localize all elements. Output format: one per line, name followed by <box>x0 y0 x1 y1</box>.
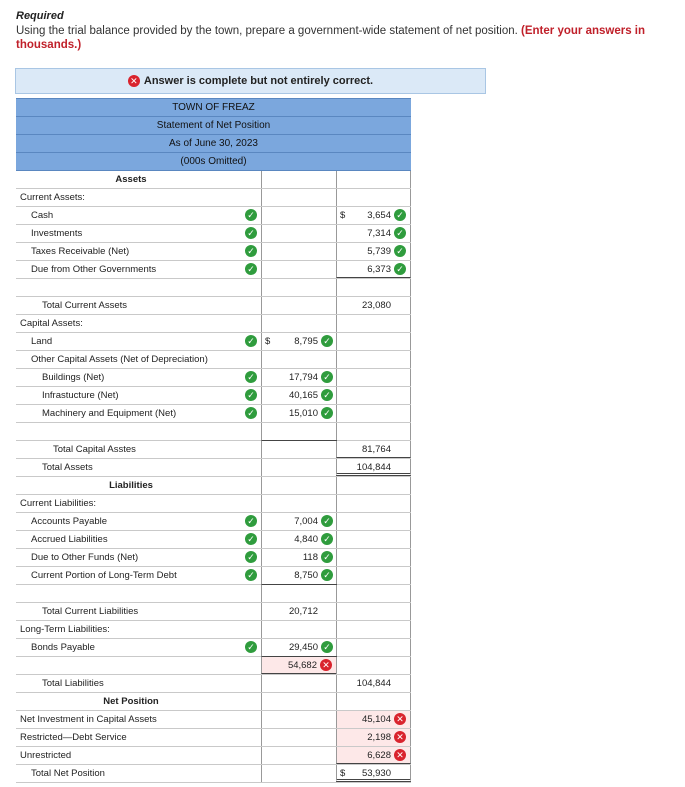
value-total-liabilities: 104,844 <box>336 675 411 692</box>
result-banner <box>15 68 486 94</box>
row-bonds-payable-total <box>16 657 411 675</box>
label-due-to-other-funds[interactable]: Due to Other Funds (Net) <box>31 552 139 563</box>
input-infrastructure[interactable]: 40,165 ✓ <box>261 387 337 404</box>
row-total-net-position <box>16 765 411 783</box>
row-due-to-other-funds <box>16 549 411 567</box>
section-heading-liabilities <box>16 477 411 495</box>
check-icon: ✓ <box>321 335 333 347</box>
label-current-assets: Current Assets: <box>20 192 85 203</box>
row-machinery <box>16 405 411 423</box>
input-accounts-payable[interactable]: 7,004 ✓ <box>261 513 337 530</box>
label-long-term-liabilities: Long-Term Liabilities: <box>20 624 110 635</box>
input-bonds-payable-total[interactable]: 54,682 ✕ <box>261 657 336 674</box>
check-icon: ✓ <box>321 551 333 563</box>
heading-liabilities: Liabilities <box>109 480 153 491</box>
value-total-capital-assets: 81,764 <box>336 441 411 458</box>
row-total-current-assets <box>16 297 411 315</box>
value-total-assets: 104,844 <box>336 459 411 476</box>
check-icon: ✓ <box>245 569 257 581</box>
label-restricted-debt[interactable]: Restricted—Debt Service <box>20 732 127 743</box>
instruction-text <box>16 24 671 52</box>
input-cash[interactable]: $ 3,654 ✓ <box>336 207 411 224</box>
input-taxes-receivable[interactable]: 5,739 ✓ <box>336 243 411 260</box>
input-current-portion-ltd[interactable]: 8,750 ✓ <box>261 567 337 585</box>
check-icon: ✓ <box>245 515 257 527</box>
row-taxes-receivable <box>16 243 411 261</box>
label-accrued-liabilities[interactable]: Accrued Liabilities <box>31 534 108 545</box>
check-icon: ✓ <box>321 515 333 527</box>
row-buildings <box>16 369 411 387</box>
label-total-liabilities: Total Liabilities <box>42 678 104 689</box>
label-net-investment[interactable]: Net Investment in Capital Assets <box>20 714 157 725</box>
label-investments[interactable]: Investments <box>31 228 83 239</box>
row-total-assets <box>16 459 411 477</box>
row-infrastructure <box>16 387 411 405</box>
input-due-to-other-funds[interactable]: 118 ✓ <box>261 549 337 566</box>
row-blank <box>16 585 411 603</box>
check-icon: ✓ <box>245 335 257 347</box>
check-icon: ✓ <box>245 407 257 419</box>
check-icon: ✓ <box>245 227 257 239</box>
input-buildings[interactable]: 17,794 ✓ <box>261 369 337 386</box>
label-current-liabilities: Current Liabilities: <box>20 498 97 509</box>
check-icon: ✓ <box>321 641 333 653</box>
label-capital-assets: Capital Assets: <box>20 318 83 329</box>
check-icon: ✓ <box>245 551 257 563</box>
input-land[interactable]: $ 8,795 ✓ <box>261 333 337 350</box>
incorrect-icon: ✕ <box>394 731 406 743</box>
row-capital-assets <box>16 315 411 333</box>
label-total-current-liabilities: Total Current Liabilities <box>42 606 139 617</box>
label-unrestricted[interactable]: Unrestricted <box>20 750 72 761</box>
row-cash <box>16 207 411 225</box>
input-bonds-payable[interactable]: 29,450 ✓ <box>261 639 337 657</box>
check-icon: ✓ <box>321 389 333 401</box>
input-restricted-debt[interactable]: 2,198 ✕ <box>336 729 411 746</box>
incorrect-icon: ✕ <box>320 659 332 671</box>
row-land <box>16 333 411 351</box>
incorrect-icon: ✕ <box>394 749 406 761</box>
label-total-assets: Total Assets <box>42 462 93 473</box>
check-icon: ✓ <box>394 227 406 239</box>
row-bonds-payable <box>16 639 411 657</box>
instruction-body: Using the trial balance provided by the town, prepare a government-wide statement of net position. <box>16 25 518 37</box>
instruction-note: (Enter your answers in thousands.) <box>16 25 646 51</box>
label-taxes-receivable[interactable]: Taxes Receivable (Net) <box>31 246 130 257</box>
label-current-portion-ltd[interactable]: Current Portion of Long-Term Debt <box>31 570 177 581</box>
incorrect-icon: ✕ <box>394 713 406 725</box>
label-due-from-other-governments[interactable]: Due from Other Governments <box>31 264 157 275</box>
statement-units: (000s Omitted) <box>16 153 411 171</box>
heading-assets: Assets <box>115 174 147 185</box>
row-accrued-liabilities <box>16 531 411 549</box>
row-due-from-other-governments <box>16 261 411 279</box>
row-current-assets <box>16 189 411 207</box>
check-icon: ✓ <box>321 533 333 545</box>
value-total-net-position: $ 53,930 <box>336 765 411 782</box>
row-blank <box>16 279 411 297</box>
section-heading-assets <box>16 171 411 189</box>
input-net-investment[interactable]: 45,104 ✕ <box>336 711 411 728</box>
row-blank <box>16 423 411 441</box>
incorrect-icon: ✕ <box>128 75 140 87</box>
check-icon: ✓ <box>321 569 333 581</box>
check-icon: ✓ <box>394 209 406 221</box>
required-label: Required <box>16 10 64 22</box>
check-icon: ✓ <box>245 263 257 275</box>
check-icon: ✓ <box>321 371 333 383</box>
statement-subtitle: Statement of Net Position <box>16 117 411 135</box>
label-accounts-payable[interactable]: Accounts Payable <box>31 516 108 527</box>
row-investments <box>16 225 411 243</box>
check-icon: ✓ <box>245 245 257 257</box>
check-icon: ✓ <box>245 371 257 383</box>
label-other-capital-assets: Other Capital Assets (Net of Depreciation) <box>31 354 208 365</box>
row-total-liabilities <box>16 675 411 693</box>
row-long-term-liabilities <box>16 621 411 639</box>
row-current-liabilities <box>16 495 411 513</box>
check-icon: ✓ <box>245 533 257 545</box>
label-machinery[interactable]: Machinery and Equipment (Net) <box>42 408 177 419</box>
row-other-capital-assets <box>16 351 411 369</box>
check-icon: ✓ <box>321 407 333 419</box>
input-machinery[interactable]: 15,010 ✓ <box>261 405 337 422</box>
value-total-current-assets: 23,080 <box>336 297 411 314</box>
label-infrastructure[interactable]: Infrastucture (Net) <box>42 390 119 401</box>
row-restricted-debt <box>16 729 411 747</box>
result-banner-text: Answer is complete but not entirely correct. <box>143 75 374 87</box>
check-icon: ✓ <box>245 389 257 401</box>
row-accounts-payable <box>16 513 411 531</box>
input-accrued-liabilities[interactable]: 4,840 ✓ <box>261 531 337 548</box>
heading-net-position: Net Position <box>103 696 159 707</box>
row-total-current-liabilities <box>16 603 411 621</box>
check-icon: ✓ <box>394 263 406 275</box>
statement-title: TOWN OF FREAZ <box>16 98 411 117</box>
check-icon: ✓ <box>245 641 257 653</box>
check-icon: ✓ <box>394 245 406 257</box>
input-investments[interactable]: 7,314 ✓ <box>336 225 411 242</box>
row-unrestricted <box>16 747 411 765</box>
section-heading-net-position <box>16 693 411 711</box>
label-bonds-payable[interactable]: Bonds Payable <box>31 642 95 653</box>
statement-date: As of June 30, 2023 <box>16 135 411 153</box>
label-land[interactable]: Land <box>31 336 53 347</box>
row-current-portion-ltd <box>16 567 411 585</box>
row-total-capital-assets <box>16 441 411 459</box>
statement-table <box>16 98 411 783</box>
input-unrestricted[interactable]: 6,628 ✕ <box>336 747 411 764</box>
label-total-current-assets: Total Current Assets <box>42 300 128 311</box>
label-total-net-position: Total Net Position <box>31 768 105 779</box>
row-net-investment <box>16 711 411 729</box>
label-total-capital-assets: Total Capital Asstes <box>53 444 136 455</box>
label-cash[interactable]: Cash <box>31 210 54 221</box>
check-icon: ✓ <box>245 209 257 221</box>
label-buildings[interactable]: Buildings (Net) <box>42 372 105 383</box>
value-total-current-liabilities: 20,712 <box>261 603 337 620</box>
input-due-from-other-governments[interactable]: 6,373 ✓ <box>336 261 411 278</box>
